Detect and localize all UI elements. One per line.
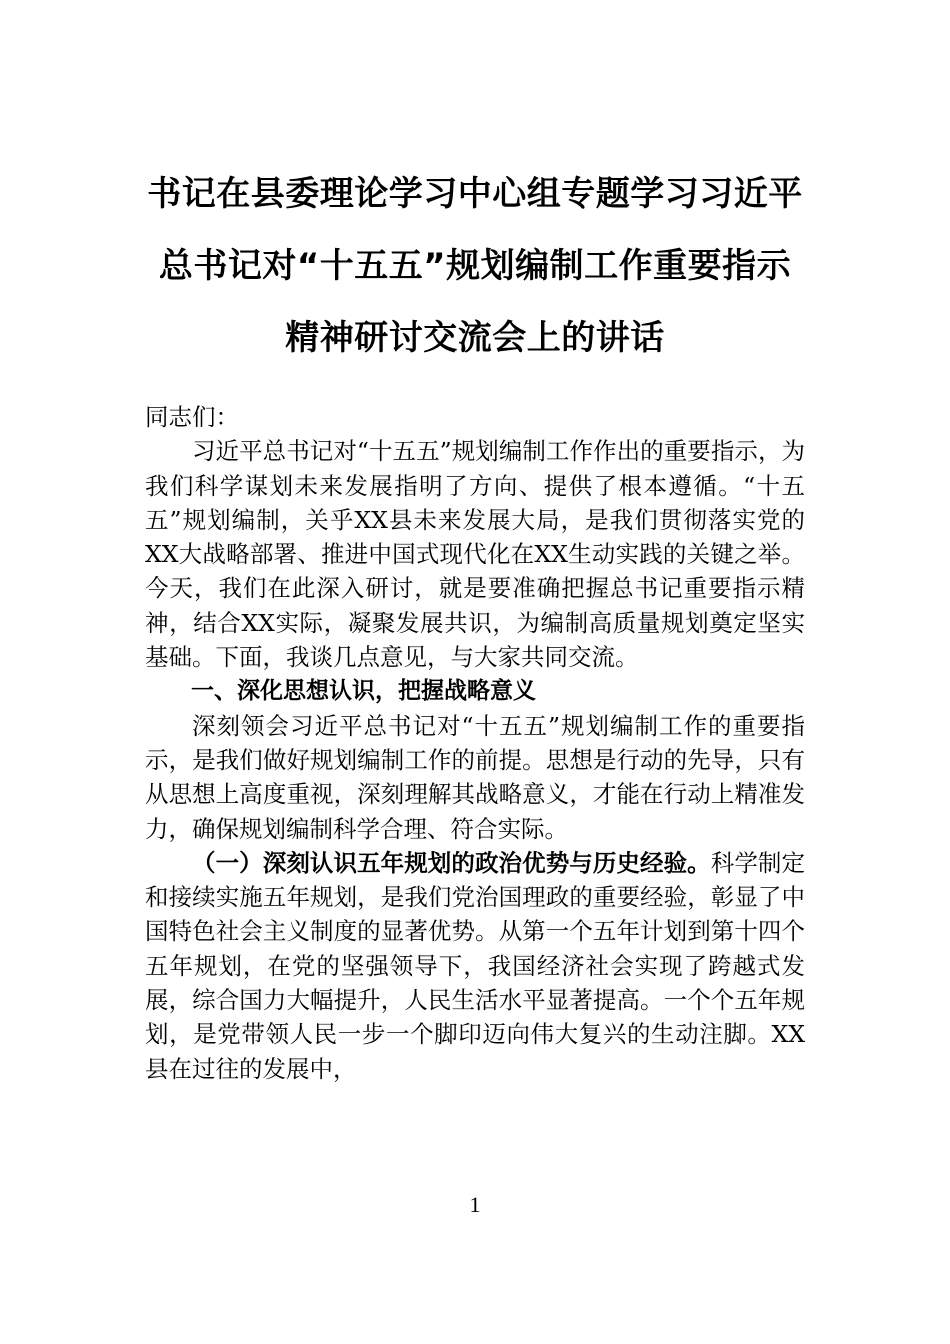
page-number: 1 (469, 1192, 481, 1217)
subsection-1-title: （一）深刻认识五年规划的政治优势与历史经验。 (192, 848, 711, 877)
salutation: 同志们： (145, 403, 239, 431)
intro-paragraph: 习近平总书记对“十五五”规划编制工作作出的重要指示，为我们科学谋划未来发展指明了方向、提供了根本遵循。“十五五”规划编制，关乎XX县未来发展大局，是我们贯彻落实党的XX大战略部署、推进中国式现代化在XX生动实践的关键之举。今天，我们在此深入研讨，就是要准确把握总书记重要指示精神，结合XX实际，凝聚发展共识，为编制高质量规划奠定坚实基础。下面，我谈几点意见，与大家共同交流。 (145, 437, 805, 672)
document-title: 书记在县委理论学习中心组专题学习习近平总书记对“十五五”规划编制工作重要指示精神研讨交流会上的讲话 (147, 174, 803, 358)
section-1-paragraph: 深刻领会习近平总书记对“十五五”规划编制工作的重要指示，是我们做好规划编制工作的前提。思想是行动的先导，只有从思想上高度重视，深刻理解其战略意义，才能在行动上精准发力，确保规划编制科学合理、符合实际。 (145, 711, 805, 843)
document-body (145, 400, 805, 1086)
subsection-1-text: 科学制定和接续实施五年规划，是我们党治国理政的重要经验，彰显了中国特色社会主义制度的显著优势。从第一个五年计划到第十四个五年规划，在党的坚强领导下，我国经济社会实现了跨越式发展，综合国力大幅提升，人民生活水平显著提高。一个个五年规划，是党带领人民一步一个脚印迈向伟大复兴的生动注脚。XX县在过往的发展中， (145, 848, 806, 1083)
section-heading-1: 一、深化思想认识，把握战略意义 (191, 678, 536, 705)
subsection-1-paragraph (145, 846, 805, 1086)
